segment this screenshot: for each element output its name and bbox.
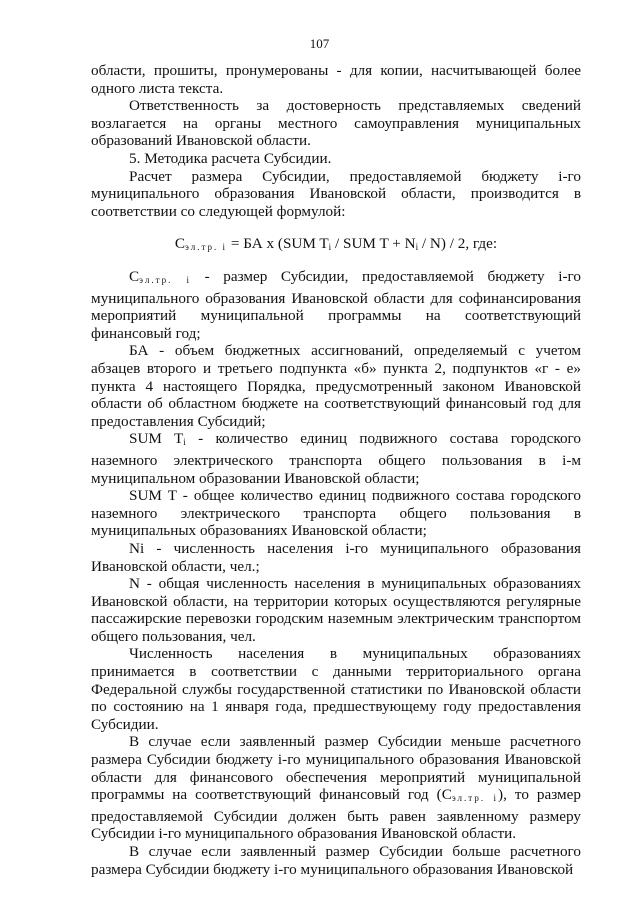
definition-ni: Ni - численность населения i-го муниципального образования Ивановской области, чел.; <box>91 539 581 575</box>
definition-c: $С_{эл.тр. i}$ - размер Субсидии, предоставляемой бюджету i-го муниципального образования Ивановской области для софинансирования мероприятий муниципальной программы на соответствующий финансовый год; <box>91 268 581 342</box>
definitions-block <box>91 268 581 878</box>
section-heading-methodology: 5. Методика расчета Субсидии. <box>129 149 332 167</box>
page-number: 107 <box>309 36 330 51</box>
paragraph-copy-continuation: области, прошиты, пронумерованы - для копии, насчитывающей более одного листа текста. <box>91 62 581 97</box>
definition-sum-t: SUM T - общее количество единиц подвижного состава городского наземного электрического транспорта общего пользования в муниципальных образованиях Ивановской области; <box>91 487 581 540</box>
paragraph-subsidy-less: В случае если заявленный размер Субсидии меньше расчетного размера Субсидии бюджету i-го муниципального образования Ивановской области для финансового обеспечения мероприятий муниципальной программы на соответствующий финансовый год $(С_{эл.тр. i})$, то размер предоставляемой Субсидии должен быть равен заявленному размеру Субсидии i-го муниципального образования Ивановской области. <box>91 733 582 843</box>
paragraph-responsibility: Ответственность за достоверность представляемых сведений возлагается на органы местного самоуправления муниципальных образований Ивановской области. <box>91 97 581 150</box>
paragraph-subsidy-more: В случае если заявленный размер Субсидии больше расчетного размера Субсидии бюджету i-го муниципального образования Ивановской <box>91 843 581 878</box>
top-text-block <box>91 62 581 220</box>
definition-sum-ti: SUM $T_i$ - количество единиц подвижного состава городского наземного электрического транспорта общего пользования в i-м муниципальном образовании Ивановской области; <box>91 430 581 487</box>
definition-ba: БА - объем бюджетных ассигнований, определяемый с учетом абзацев второго и третьего подпункта «б» пункта 2, подпунктов «г - е» пункта 4 настоящего Порядка, предусмотренный законом Ивановской области об областном бюджете на соответствующий финансовый год для предоставления Субсидий; <box>91 342 581 430</box>
paragraph-population-data: Численность населения в муниципальных образованиях принимается в соответствии с данными территориального органа Федеральной службы государственной статистики по Ивановской области по состоянию на 1 января года, предшествующему году предоставления Субсидии. <box>91 645 581 733</box>
paragraph-calculation-intro: Расчет размера Субсидии, предоставляемой бюджету i-го муниципального образования Ивановской области, производится в соответствии со следующей формулой: <box>91 167 581 220</box>
definition-n: N - общая численность населения в муниципальных образованиях Ивановской области, на территории которых осуществляются регулярные пассажирские перевозки городским наземным электрическим транспортом общего пользования, чел. <box>91 575 581 645</box>
subsidy-formula: $С_{эл.тр. i}$ = БА х (SUM $T_i$ / SUM $T + N_i / N) / 2$, где: <box>174 235 498 252</box>
